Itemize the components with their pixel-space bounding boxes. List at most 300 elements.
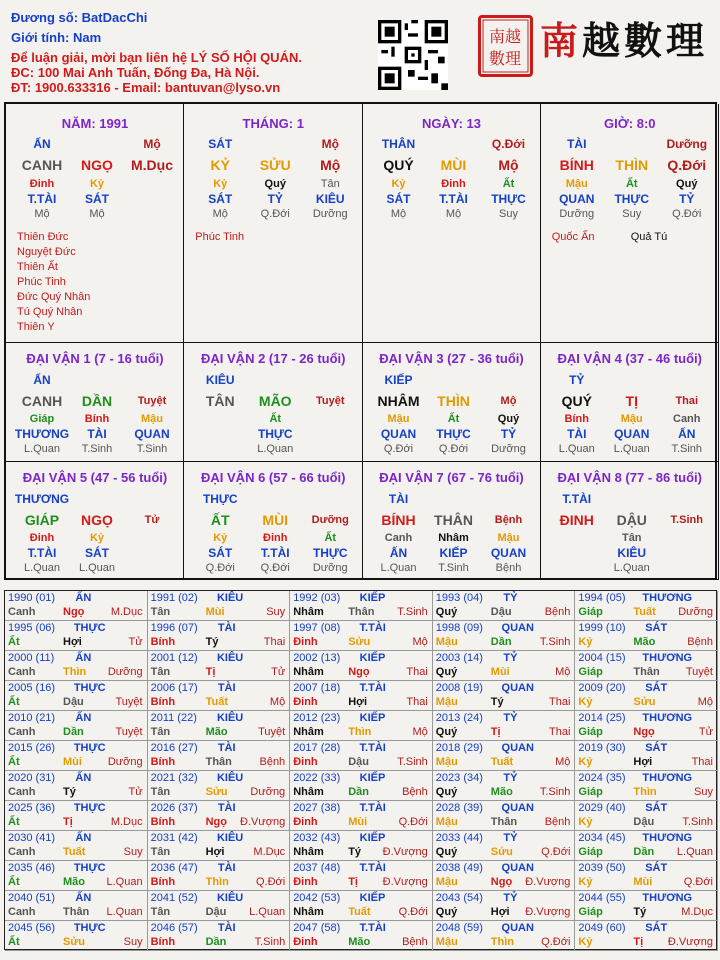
year-label: 2039 (50): [578, 862, 626, 874]
year-label: 2037 (48): [293, 862, 341, 874]
year-label: 2016 (27): [150, 742, 198, 754]
dai-van-hidden-stem: Tân: [621, 532, 642, 544]
year-stem: Nhâm: [293, 786, 324, 798]
year-ten-god: QUAN: [501, 922, 534, 934]
year-ten-god: ẤN: [75, 652, 92, 664]
pillar-main-text: SỬU: [259, 157, 291, 173]
year-stage: T.Sinh: [397, 756, 428, 768]
year-cell: [433, 861, 576, 891]
dai-van-hidden-stem: Kỷ: [213, 532, 228, 544]
year-stem: Giáp: [578, 906, 603, 918]
shen-sha-star: Phúc Tinh: [17, 276, 66, 288]
pillar-title: GIỜ: 8:0: [603, 116, 656, 131]
year-branch: Hợi: [348, 696, 368, 708]
year-ten-god: KIÊU: [216, 592, 244, 604]
dai-van-hidden-stem: Kỷ: [89, 532, 105, 544]
pillar-top-text: Q.Đới: [491, 137, 526, 151]
dai-van-ten-god: SÁT: [85, 546, 109, 560]
pillar-row4-text: KIÊU: [315, 192, 345, 206]
year-cell: [290, 861, 433, 891]
year-cell: [5, 771, 148, 801]
year-branch: Sửu: [205, 786, 228, 798]
year-label: 2012 (23): [293, 712, 341, 724]
pillar-row4-text: T.TÀI: [439, 192, 468, 206]
pillar-row4-text: THỰC: [491, 192, 526, 206]
year-label: 2008 (19): [435, 682, 483, 694]
dai-van-cell: [541, 462, 719, 580]
year-ten-god: T.TÀI: [359, 862, 386, 874]
pillar-cell: [363, 104, 541, 343]
year-stage: Mộ: [555, 666, 571, 678]
shen-sha-star: Quả Tú: [630, 231, 668, 243]
dai-van-stem: BÍNH: [381, 512, 416, 528]
year-stem: Bính: [150, 756, 176, 768]
pillar-top-text: Dưỡng: [666, 137, 708, 151]
dai-van-cell: [184, 343, 362, 462]
year-ten-god: KIẾP: [359, 712, 386, 724]
year-branch: Dần: [490, 636, 512, 648]
year-branch: Tị: [348, 876, 358, 888]
year-stage: Bệnh: [544, 816, 571, 828]
year-label: 1991 (02): [150, 592, 198, 604]
year-label: 2014 (25): [578, 712, 626, 724]
pillar-row3-text: Tân: [320, 178, 340, 190]
year-label: 2001 (12): [150, 652, 198, 664]
year-branch: Hợi: [205, 846, 225, 858]
year-stage: Bệnh: [259, 756, 286, 768]
year-stem: Nhâm: [293, 666, 324, 678]
dai-van-top-god: KIÊU: [205, 373, 235, 387]
year-cell: [5, 651, 148, 681]
dai-van-cell: [184, 462, 362, 580]
year-label: 2004 (15): [578, 652, 626, 664]
year-cell: [148, 741, 291, 771]
dai-van-ten-god: TÀI: [87, 427, 107, 441]
year-branch: Thìn: [63, 666, 87, 678]
year-cell: [290, 891, 433, 921]
year-stage: Tử: [128, 636, 143, 648]
year-ten-god: THƯƠNG: [642, 892, 693, 904]
year-stage: Đ.Vượng: [382, 876, 428, 888]
dai-van-ten-god: QUAN: [490, 546, 527, 560]
year-label: 2034 (45): [578, 832, 626, 844]
dai-van-stem: ĐINH: [559, 512, 594, 528]
year-ten-god: KIẾP: [359, 772, 386, 784]
dai-van-branch: DẬU: [616, 512, 647, 528]
year-branch: Ngọ: [490, 876, 513, 888]
dai-van-cell: [363, 343, 541, 462]
year-stem: Canh: [8, 666, 36, 678]
year-label: 2031 (42): [150, 832, 198, 844]
svg-text:數理: 數理: [488, 49, 522, 68]
year-branch: Thìn: [205, 876, 229, 888]
year-label: 1994 (05): [578, 592, 626, 604]
year-ten-god: KIẾP: [359, 892, 386, 904]
dai-van-ten-god: THỰC: [257, 427, 293, 441]
year-label: 2041 (52): [150, 892, 198, 904]
year-ten-god: T.TÀI: [359, 682, 386, 694]
year-ten-god: THỰC: [73, 622, 106, 634]
year-ten-god: KIÊU: [216, 832, 244, 844]
year-ten-god: QUAN: [501, 802, 534, 814]
year-cell: [290, 801, 433, 831]
year-label: 1998 (09): [435, 622, 483, 634]
dai-van-ten-god: THỰC: [436, 427, 471, 441]
dai-van-stem: TÂN: [205, 393, 235, 409]
dai-van-hidden-stem: Canh: [384, 532, 413, 544]
dai-van-hidden-stem: Canh: [673, 413, 701, 425]
dai-van-hidden-stem: Giáp: [29, 413, 55, 425]
year-branch: Dậu: [490, 606, 512, 618]
dai-van-stage: L.Quan: [23, 562, 61, 574]
dai-van-stage: L.Quan: [613, 562, 650, 574]
year-cell: [433, 801, 576, 831]
pillar-row5-text: Mộ: [34, 208, 50, 220]
dai-van-ten-god: THỰC: [312, 546, 348, 560]
dai-van-stage: L.Quan: [257, 443, 294, 455]
shen-sha-star: Thiên Y: [17, 321, 55, 333]
year-branch: Mão: [490, 786, 513, 798]
year-cell: [148, 681, 291, 711]
pillar-row3-text: Kỷ: [89, 178, 105, 190]
dai-van-ten-god: ẤN: [678, 427, 696, 441]
year-label: 2038 (49): [435, 862, 483, 874]
seal-stamp-icon: [478, 15, 533, 77]
year-ten-god: TỶ: [503, 772, 518, 784]
year-cell: [290, 681, 433, 711]
year-cell: [5, 591, 148, 621]
year-branch: Ngọ: [633, 726, 655, 738]
year-ten-god: TỶ: [503, 592, 518, 604]
dai-van-cell: [6, 462, 184, 580]
year-stem: Đinh: [293, 756, 318, 768]
year-stage: Bệnh: [687, 636, 713, 648]
year-ten-god: SÁT: [645, 622, 668, 634]
year-label: 2021 (32): [150, 772, 198, 784]
year-stem: Tân: [150, 726, 171, 738]
year-cell: [575, 591, 718, 621]
dai-van-stage: Q.Đới: [260, 562, 290, 574]
year-branch: Thân: [205, 756, 232, 768]
year-cell: [433, 921, 576, 951]
pillar-main-text: QUÝ: [383, 157, 414, 173]
year-stem: Kỷ: [578, 936, 593, 948]
year-cell: [5, 861, 148, 891]
year-stem: Canh: [8, 786, 36, 798]
year-label: 2040 (51): [8, 892, 56, 904]
year-label: 2020 (31): [8, 772, 56, 784]
year-stem: Nhâm: [293, 606, 324, 618]
year-branch: Tuất: [348, 906, 371, 918]
year-label: 2024 (35): [578, 772, 626, 784]
year-cell: [575, 831, 718, 861]
dai-van-stage: Bệnh: [495, 562, 522, 574]
pillar-main-text: Mộ: [320, 157, 341, 173]
year-stage: L.Quan: [106, 876, 143, 888]
dai-van-top-god: THỰC: [202, 492, 238, 506]
year-stage: Q.Đới: [398, 816, 428, 828]
pillar-cell: [541, 104, 719, 343]
dai-van-branch: MÙI: [262, 512, 289, 528]
year-cell: [575, 711, 718, 741]
year-stem: Đinh: [293, 816, 318, 828]
year-stage: L.Quan: [249, 906, 286, 918]
year-ten-god: TÀI: [217, 922, 236, 934]
pillar-cell: [6, 104, 184, 343]
year-ten-god: SÁT: [645, 682, 668, 694]
year-stage: Mộ: [412, 726, 428, 738]
dai-van-branch: NGỌ: [81, 512, 113, 528]
year-cell: [148, 771, 291, 801]
year-ten-god: TỶ: [503, 712, 518, 724]
year-stage: T.Sinh: [682, 816, 713, 828]
year-label: 2002 (13): [293, 652, 341, 664]
year-stage: Q.Đới: [398, 906, 428, 918]
year-label: 2044 (55): [578, 892, 626, 904]
year-cell: [575, 771, 718, 801]
year-cell: [148, 891, 291, 921]
year-branch: Mùi: [348, 816, 368, 828]
pillar-row3-text: Ất: [625, 178, 638, 190]
dai-van-ten-god: THƯƠNG: [14, 427, 70, 441]
year-stem: Quý: [435, 666, 458, 678]
pillar-row5-text: Dưỡng: [312, 208, 348, 220]
year-branch: Tuất: [205, 696, 228, 708]
pillar-row4-text: THỰC: [614, 192, 650, 206]
year-ten-god: THỰC: [73, 682, 106, 694]
year-stem: Giáp: [578, 846, 603, 858]
year-stem: Canh: [8, 726, 36, 738]
pillar-row3-text: Mậu: [565, 178, 588, 190]
year-stage: Mộ: [412, 636, 428, 648]
year-stem: Nhâm: [293, 846, 324, 858]
year-stage: Dưỡng: [678, 606, 713, 618]
year-stage: Q.Đới: [683, 876, 713, 888]
year-stem: Giáp: [578, 606, 603, 618]
year-ten-god: ẤN: [75, 712, 92, 724]
year-cell: [148, 711, 291, 741]
year-branch: Tý: [348, 846, 362, 858]
year-cell: [290, 621, 433, 651]
year-stem: Tân: [150, 666, 171, 678]
year-cell: [433, 591, 576, 621]
dai-van-top-god: THƯƠNG: [14, 492, 70, 506]
year-ten-god: THỰC: [73, 862, 106, 874]
year-branch: Thân: [348, 606, 375, 618]
dai-van-ten-god: QUAN: [614, 427, 650, 441]
year-ten-god: TỶ: [503, 892, 518, 904]
year-label: 2006 (17): [150, 682, 198, 694]
dai-van-stem: GIÁP: [24, 512, 60, 528]
year-ten-god: KIÊU: [216, 772, 244, 784]
year-stage: Dưỡng: [107, 666, 143, 678]
pillar-row5-text: Mộ: [390, 208, 407, 220]
year-branch: Tý: [490, 696, 504, 708]
year-stage: Đ.Vượng: [525, 876, 571, 888]
year-cell: [575, 861, 718, 891]
pillar-main-text: NGỌ: [81, 157, 113, 173]
year-cell: [290, 741, 433, 771]
year-label: 2009 (20): [578, 682, 626, 694]
year-ten-god: SÁT: [645, 922, 668, 934]
pillar-row5-text: Dưỡng: [559, 208, 595, 220]
year-stage: M.Dục: [110, 816, 143, 828]
dai-van-stem: NHÂM: [377, 393, 420, 409]
dai-van-title: ĐẠI VẬN 1 (7 - 16 tuổi): [26, 351, 164, 366]
year-ten-god: ẤN: [75, 592, 92, 604]
owner-line: [11, 10, 147, 25]
year-branch: Sửu: [63, 936, 86, 948]
year-stem: Quý: [435, 786, 458, 798]
year-label: 2025 (36): [8, 802, 56, 814]
year-stem: Ất: [8, 816, 20, 828]
dai-van-stage: Dưỡng: [491, 443, 526, 455]
year-branch: Tị: [633, 936, 644, 948]
year-cell: [5, 891, 148, 921]
year-label: 2005 (16): [8, 682, 56, 694]
year-cell: [575, 741, 718, 771]
year-stem: Mậu: [435, 936, 458, 948]
dai-van-top-god: TỶ: [569, 373, 585, 387]
year-cell: [575, 801, 718, 831]
year-label: 1990 (01): [8, 592, 56, 604]
dai-van-title: ĐẠI VẬN 8 (77 - 86 tuổi): [557, 470, 702, 485]
year-label: 2045 (56): [8, 922, 56, 934]
year-stage: T.Sinh: [539, 636, 571, 648]
year-ten-god: T.TÀI: [359, 622, 386, 634]
pillar-title: THÁNG: 1: [242, 116, 304, 131]
pillar-main-text: BÍNH: [559, 157, 594, 173]
year-stem: Mậu: [435, 876, 458, 888]
year-ten-god: THƯƠNG: [642, 712, 693, 724]
year-cell: [433, 831, 576, 861]
year-stage: Tuyệt: [258, 726, 286, 738]
pillar-row4-text: QUAN: [559, 192, 595, 206]
year-cell: [148, 651, 291, 681]
year-stage: Suy: [266, 606, 286, 618]
dai-van-ten-god: SÁT: [208, 546, 233, 560]
year-ten-god: THỰC: [73, 922, 106, 934]
year-cell: [290, 771, 433, 801]
year-stem: Ất: [8, 636, 20, 648]
year-ten-god: THƯƠNG: [642, 652, 693, 664]
pillar-row5-text: Q.Đới: [260, 208, 290, 220]
year-stage: Thai: [406, 696, 428, 708]
year-cell: [148, 921, 291, 951]
dai-van-hidden-stem: Mậu: [620, 413, 643, 425]
year-ten-god: SÁT: [645, 802, 668, 814]
pillar-main-text: M.Dục: [131, 157, 173, 173]
year-stem: Kỷ: [578, 876, 593, 888]
year-stem: Giáp: [578, 666, 603, 678]
dai-van-stage: L.Quan: [23, 443, 61, 455]
year-ten-god: T.TÀI: [359, 922, 386, 934]
year-label: 2029 (40): [578, 802, 626, 814]
year-stage: Mộ: [697, 696, 713, 708]
year-label: 2028 (39): [435, 802, 483, 814]
year-stage: M.Dục: [110, 606, 143, 618]
shen-sha-star: Đức Quý Nhân: [17, 291, 91, 303]
pillar-main-text: CANH: [21, 157, 63, 173]
dai-van-title: ĐẠI VẬN 3 (27 - 36 tuổi): [379, 351, 524, 366]
year-cell: [5, 801, 148, 831]
year-cell: [290, 651, 433, 681]
year-branch: Mão: [63, 876, 85, 888]
year-label: 2023 (34): [435, 772, 483, 784]
year-branch: Ngọ: [348, 666, 370, 678]
dai-van-top-god: KIẾP: [384, 373, 413, 387]
dai-van-top-god: T.TÀI: [562, 492, 592, 506]
dai-van-ten-god: T.TÀI: [260, 546, 290, 560]
year-branch: Thân: [633, 666, 660, 678]
year-stem: Bính: [150, 636, 176, 648]
year-stage: Dưỡng: [107, 756, 143, 768]
year-ten-god: THỰC: [73, 742, 106, 754]
dai-van-state: Tử: [144, 514, 160, 526]
year-stem: Đinh: [293, 696, 318, 708]
year-label: 1997 (08): [293, 622, 341, 634]
year-ten-god: ẤN: [75, 772, 92, 784]
year-cell: [575, 651, 718, 681]
year-stage: M.Dục: [253, 846, 286, 858]
year-label: 2015 (26): [8, 742, 56, 754]
year-label: 2046 (57): [150, 922, 198, 934]
year-branch: Mão: [633, 636, 656, 648]
dai-van-hidden-stem: Mậu: [497, 532, 520, 544]
dai-van-ten-god: QUAN: [380, 427, 417, 441]
pillar-row4-text: T.TÀI: [27, 192, 57, 206]
year-stage: L.Quan: [106, 906, 143, 918]
year-stem: Quý: [435, 906, 458, 918]
svg-text:南越: 南越: [488, 27, 522, 46]
dai-van-state: Tuyệt: [137, 395, 167, 407]
year-branch: Tị: [63, 816, 73, 828]
dai-van-title: ĐẠI VẬN 4 (37 - 46 tuổi): [557, 351, 702, 366]
year-stage: Q.Đới: [541, 846, 571, 858]
year-stage: Tuyệt: [115, 726, 143, 738]
year-branch: Dậu: [633, 816, 655, 828]
year-cell: [290, 711, 433, 741]
dai-van-stage: T.Sinh: [81, 443, 113, 455]
year-stem: Nhâm: [293, 906, 324, 918]
year-ten-god: T.TÀI: [359, 802, 386, 814]
year-branch: Tý: [63, 786, 76, 798]
dai-van-top-god: ẤN: [33, 373, 51, 387]
shen-sha-star: Thiên Đức: [17, 231, 69, 243]
pillars-and-luck-grid: [4, 102, 717, 580]
pillar-row3-text: Quý: [676, 178, 698, 190]
year-ten-god: QUAN: [501, 622, 534, 634]
year-branch: Sửu: [633, 696, 656, 708]
year-ten-god: TÀI: [217, 742, 236, 754]
pillar-row4-text: SÁT: [208, 192, 233, 206]
year-stem: Bính: [150, 936, 176, 948]
year-cell: [433, 771, 576, 801]
year-cell: [148, 831, 291, 861]
dai-van-ten-god: KIẾP: [439, 546, 468, 560]
dai-van-stage: T.Sinh: [136, 443, 168, 455]
year-cell: [290, 591, 433, 621]
dai-van-title: ĐẠI VẬN 5 (47 - 56 tuổi): [22, 470, 168, 485]
year-stem: Mậu: [435, 696, 458, 708]
dai-van-hidden-stem: Đinh: [29, 532, 55, 544]
dai-van-ten-god: TÀI: [567, 427, 587, 441]
pillar-row5-text: Suy: [499, 208, 518, 220]
year-stem: Canh: [8, 606, 36, 618]
year-ten-god: TÀI: [217, 622, 236, 634]
pillar-row5-text: Mộ: [89, 208, 105, 220]
dai-van-stage: Dưỡng: [312, 562, 348, 574]
